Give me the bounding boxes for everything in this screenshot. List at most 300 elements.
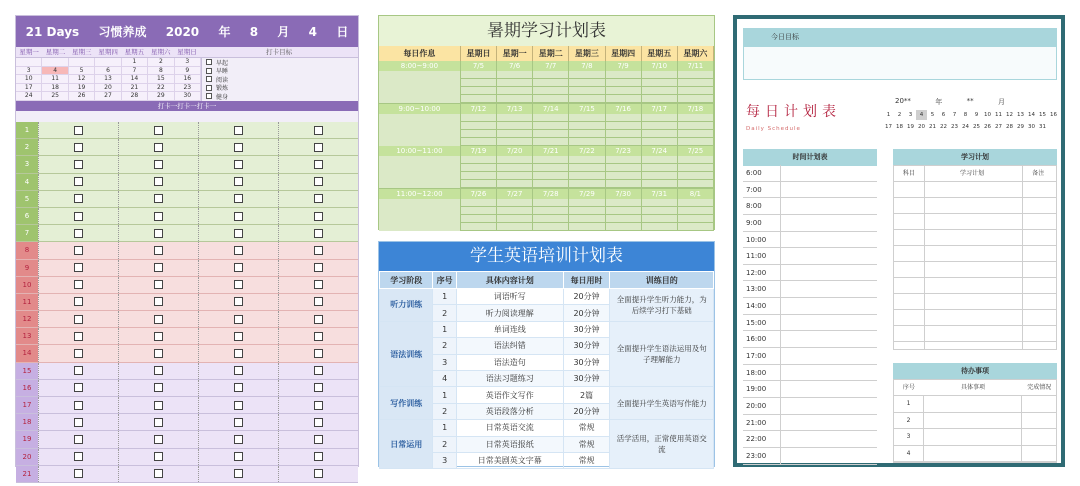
item-time: 常规 bbox=[563, 436, 610, 452]
checkin-checkbox[interactable] bbox=[74, 246, 83, 255]
habit-subtitle: 习惯养成 bbox=[98, 25, 147, 39]
day-number: 5 bbox=[16, 191, 38, 207]
checkin-checkbox[interactable] bbox=[154, 212, 163, 221]
plan-cell[interactable] bbox=[533, 199, 569, 231]
checkin-cell bbox=[118, 466, 198, 482]
checkin-checkbox[interactable] bbox=[314, 126, 323, 135]
calendar-day: 5 bbox=[69, 67, 95, 76]
checkin-band: 打卡一打卡一打卡一 bbox=[16, 101, 358, 111]
todo-status[interactable] bbox=[1022, 396, 1056, 412]
checkin-checkbox[interactable] bbox=[234, 246, 243, 255]
checkin-checkbox[interactable] bbox=[74, 194, 83, 203]
weekday-label: 星期五 bbox=[124, 48, 145, 56]
habit-item[interactable] bbox=[206, 58, 358, 67]
time-row bbox=[743, 298, 877, 315]
habit-checkbox[interactable] bbox=[206, 68, 212, 74]
training-goal: 活学活用，正常使用英语交流 bbox=[610, 420, 714, 469]
checkin-cell bbox=[38, 414, 118, 430]
checkin-checkbox[interactable] bbox=[234, 366, 243, 375]
checkin-checkbox[interactable] bbox=[314, 452, 323, 461]
habit-calendar bbox=[16, 58, 358, 101]
day-option[interactable]: 17 bbox=[885, 124, 892, 130]
day-option[interactable]: 15 bbox=[1039, 112, 1046, 118]
calendar-day: 30 bbox=[175, 92, 201, 101]
plan-cell[interactable] bbox=[533, 114, 569, 146]
plan-cell[interactable] bbox=[678, 71, 714, 103]
checkin-row bbox=[16, 431, 358, 448]
day-option[interactable]: 22 bbox=[940, 124, 947, 130]
checkin-checkbox[interactable] bbox=[74, 418, 83, 427]
habit-month: 8 bbox=[249, 24, 259, 39]
checkin-checkbox[interactable] bbox=[314, 315, 323, 324]
checkin-checkbox[interactable] bbox=[154, 383, 163, 392]
plan-cell[interactable] bbox=[461, 156, 497, 188]
calendar-day: 11 bbox=[42, 75, 68, 84]
time-label: 21:00 bbox=[743, 415, 781, 431]
checkin-checkbox[interactable] bbox=[234, 143, 243, 152]
checkin-cell bbox=[118, 397, 198, 413]
time-label: 12:00 bbox=[743, 265, 781, 281]
checkin-cell bbox=[278, 431, 358, 447]
checkin-checkbox[interactable] bbox=[234, 435, 243, 444]
checkin-cell bbox=[278, 122, 358, 138]
today-goal-box[interactable] bbox=[743, 46, 1057, 80]
checkin-cell bbox=[278, 311, 358, 327]
plan-cell[interactable] bbox=[461, 71, 497, 103]
weekday-label: 星期一 bbox=[19, 48, 39, 56]
day-option[interactable]: 10 bbox=[984, 112, 991, 118]
checkin-row bbox=[16, 363, 358, 380]
time-row bbox=[743, 315, 877, 332]
checkin-checkbox[interactable] bbox=[314, 160, 323, 169]
item-time: 20分钟 bbox=[563, 403, 610, 419]
plan-cell[interactable] bbox=[497, 71, 533, 103]
column-header: 星期三 bbox=[569, 46, 605, 61]
checkin-cell bbox=[198, 431, 278, 447]
checkin-checkbox[interactable] bbox=[74, 401, 83, 410]
day-number: 8 bbox=[16, 242, 38, 258]
checkin-checkbox[interactable] bbox=[74, 263, 83, 272]
time-block-dates bbox=[379, 189, 714, 199]
checkin-checkbox[interactable] bbox=[154, 126, 163, 135]
checkin-cell bbox=[278, 156, 358, 172]
day-option[interactable]: 18 bbox=[896, 124, 903, 130]
checkin-checkbox[interactable] bbox=[154, 366, 163, 375]
checkin-row bbox=[16, 260, 358, 277]
checkin-checkbox[interactable] bbox=[234, 383, 243, 392]
day-option[interactable]: 19 bbox=[907, 124, 914, 130]
plan-cell[interactable] bbox=[533, 71, 569, 103]
checkin-checkbox[interactable] bbox=[234, 160, 243, 169]
checkin-checkbox[interactable] bbox=[234, 469, 243, 478]
checkin-checkbox[interactable] bbox=[74, 435, 83, 444]
time-block bbox=[379, 104, 714, 147]
checkin-cell bbox=[278, 345, 358, 361]
calendar-day: 14 bbox=[122, 75, 148, 84]
habit-header bbox=[16, 16, 358, 47]
item-content: 语法习题练习 bbox=[456, 370, 563, 386]
checkin-cell bbox=[198, 414, 278, 430]
checkin-checkbox[interactable] bbox=[234, 315, 243, 324]
weekday-label: 星期日 bbox=[177, 48, 197, 56]
date-cell: 7/17 bbox=[642, 104, 678, 114]
checkin-checkbox[interactable] bbox=[74, 383, 83, 392]
checkin-checkbox[interactable] bbox=[314, 143, 323, 152]
checkin-checkbox[interactable] bbox=[234, 452, 243, 461]
checkin-checkbox[interactable] bbox=[314, 194, 323, 203]
plan-cell[interactable] bbox=[569, 71, 605, 103]
habit-checkbox[interactable] bbox=[206, 59, 212, 65]
item-number: 2 bbox=[433, 305, 456, 321]
checkin-checkbox[interactable] bbox=[154, 194, 163, 203]
day-number: 4 bbox=[16, 174, 38, 190]
todo-status[interactable] bbox=[1022, 429, 1056, 445]
plan-cell[interactable] bbox=[642, 156, 678, 188]
calendar-day: 27 bbox=[95, 92, 121, 101]
plan-cell[interactable] bbox=[678, 114, 714, 146]
checkin-checkbox[interactable] bbox=[74, 160, 83, 169]
checkin-checkbox[interactable] bbox=[154, 332, 163, 341]
time-label: 23:00 bbox=[743, 448, 781, 464]
day-option[interactable]: 3 bbox=[908, 112, 913, 118]
todo-item[interactable] bbox=[924, 413, 1022, 429]
day-option[interactable]: 13 bbox=[1017, 112, 1024, 118]
checkin-checkbox[interactable] bbox=[314, 212, 323, 221]
checkin-checkbox[interactable] bbox=[314, 332, 323, 341]
checkin-checkbox[interactable] bbox=[74, 349, 83, 358]
habit-item[interactable] bbox=[206, 84, 358, 93]
plan-cell[interactable] bbox=[497, 156, 533, 188]
day-option[interactable]: 21 bbox=[929, 124, 936, 130]
checkin-checkbox[interactable] bbox=[74, 469, 83, 478]
checkin-checkbox[interactable] bbox=[234, 177, 243, 186]
date-cell: 7/27 bbox=[497, 189, 533, 199]
date-cell: 7/24 bbox=[642, 146, 678, 156]
checkin-cell bbox=[278, 466, 358, 482]
checkin-checkbox[interactable] bbox=[74, 177, 83, 186]
day-option[interactable]: 12 bbox=[1006, 112, 1013, 118]
day-option[interactable]: 4 bbox=[916, 110, 927, 120]
date-cell: 7/8 bbox=[569, 61, 605, 71]
checkin-checkbox[interactable] bbox=[314, 297, 323, 306]
checkin-checkbox[interactable] bbox=[154, 469, 163, 478]
checkin-checkbox[interactable] bbox=[314, 435, 323, 444]
habit-checkbox[interactable] bbox=[206, 93, 212, 99]
item-number: 1 bbox=[433, 289, 456, 305]
checkin-cell bbox=[118, 449, 198, 465]
habit-checkbox[interactable] bbox=[206, 85, 212, 91]
todo-status[interactable] bbox=[1022, 446, 1056, 462]
checkin-checkbox[interactable] bbox=[314, 229, 323, 238]
calendar-day: 1 bbox=[122, 58, 148, 67]
checkin-checkbox[interactable] bbox=[314, 263, 323, 272]
checkin-cell bbox=[278, 191, 358, 207]
calendar-day: 17 bbox=[16, 84, 42, 93]
day-option[interactable]: 7 bbox=[952, 112, 957, 118]
date-cell: 7/22 bbox=[569, 146, 605, 156]
checkin-cell bbox=[118, 328, 198, 344]
checkin-checkbox[interactable] bbox=[234, 418, 243, 427]
checkin-row bbox=[16, 277, 358, 294]
plan-cell[interactable] bbox=[678, 199, 714, 231]
plan-cell[interactable] bbox=[497, 114, 533, 146]
checkin-checkbox[interactable] bbox=[314, 246, 323, 255]
plan-cell[interactable] bbox=[678, 156, 714, 188]
checkin-cell bbox=[38, 139, 118, 155]
checkin-cell bbox=[118, 277, 198, 293]
item-content: 词语听写 bbox=[456, 289, 563, 305]
checkin-cell bbox=[198, 191, 278, 207]
date-cell: 7/30 bbox=[606, 189, 642, 199]
habit-year-unit: 年 bbox=[218, 25, 231, 39]
time-label: 17:00 bbox=[743, 348, 781, 364]
checkin-checkbox[interactable] bbox=[74, 212, 83, 221]
item-content: 日常英语报纸 bbox=[456, 436, 563, 452]
checkin-cell bbox=[118, 294, 198, 310]
calendar-day: 2 bbox=[148, 58, 174, 67]
checkin-checkbox[interactable] bbox=[234, 263, 243, 272]
day-option[interactable]: 11 bbox=[995, 112, 1002, 118]
habit-item[interactable] bbox=[206, 92, 358, 101]
date-cell: 7/28 bbox=[533, 189, 569, 199]
checkin-row bbox=[16, 174, 358, 191]
checkin-checkbox[interactable] bbox=[314, 401, 323, 410]
day-option[interactable]: 9 bbox=[974, 112, 979, 118]
time-row bbox=[743, 348, 877, 365]
daily-month-value: ** bbox=[966, 97, 974, 105]
checkin-rows bbox=[16, 122, 358, 478]
checkin-checkbox[interactable] bbox=[234, 126, 243, 135]
day-option[interactable]: 25 bbox=[973, 124, 980, 130]
day-option[interactable]: 24 bbox=[962, 124, 969, 130]
day-option[interactable]: 30 bbox=[1028, 124, 1035, 130]
todo-item[interactable] bbox=[924, 429, 1022, 445]
checkin-cell bbox=[198, 260, 278, 276]
column-header: 星期五 bbox=[642, 46, 678, 61]
checkin-checkbox[interactable] bbox=[154, 229, 163, 238]
day-option[interactable]: 29 bbox=[1017, 124, 1024, 130]
checkin-checkbox[interactable] bbox=[154, 452, 163, 461]
checkin-checkbox[interactable] bbox=[234, 194, 243, 203]
checkin-cell bbox=[278, 208, 358, 224]
checkin-row bbox=[16, 294, 358, 311]
day-option[interactable]: 14 bbox=[1028, 112, 1035, 118]
calendar-day bbox=[16, 58, 42, 67]
plan-cell[interactable] bbox=[606, 114, 642, 146]
time-row bbox=[743, 331, 877, 348]
english-plan-sheet bbox=[378, 241, 715, 467]
plan-cell[interactable] bbox=[379, 199, 461, 231]
plan-cell[interactable] bbox=[461, 114, 497, 146]
checkin-checkbox[interactable] bbox=[234, 401, 243, 410]
day-option[interactable]: 31 bbox=[1039, 124, 1046, 130]
time-label: 15:00 bbox=[743, 315, 781, 331]
time-block-dates bbox=[379, 61, 714, 71]
checkin-checkbox[interactable] bbox=[314, 177, 323, 186]
checkin-checkbox[interactable] bbox=[154, 143, 163, 152]
time-block bbox=[379, 189, 714, 232]
checkin-row bbox=[16, 156, 358, 173]
training-goal: 全面提升学生听力能力，为后续学习打下基础 bbox=[610, 289, 714, 322]
stage-name: 写作训练 bbox=[380, 387, 433, 420]
todo-status[interactable] bbox=[1022, 413, 1056, 429]
day-option[interactable]: 8 bbox=[963, 112, 968, 118]
day-number: 2 bbox=[16, 139, 38, 155]
daily-plan-title: 每日计划表 bbox=[746, 104, 841, 120]
checkin-checkbox[interactable] bbox=[74, 332, 83, 341]
habit-checkbox[interactable] bbox=[206, 76, 212, 82]
checkin-cell bbox=[38, 328, 118, 344]
checkin-checkbox[interactable] bbox=[74, 452, 83, 461]
calendar-day bbox=[95, 58, 121, 67]
day-option[interactable]: 6 bbox=[941, 112, 946, 118]
checkin-checkbox[interactable] bbox=[234, 280, 243, 289]
day-number: 10 bbox=[16, 277, 38, 293]
checkin-cell bbox=[278, 277, 358, 293]
column-header: 星期四 bbox=[606, 46, 642, 61]
summer-plan-title: 暑期学习计划表 bbox=[379, 16, 714, 46]
todo-number: 2 bbox=[894, 413, 924, 429]
checkin-checkbox[interactable] bbox=[74, 366, 83, 375]
checkin-checkbox[interactable] bbox=[234, 229, 243, 238]
plan-cell[interactable] bbox=[606, 199, 642, 231]
checkin-checkbox[interactable] bbox=[154, 263, 163, 272]
habit-label: 早睡 bbox=[216, 68, 229, 76]
plan-cell[interactable] bbox=[606, 71, 642, 103]
checkin-checkbox[interactable] bbox=[74, 280, 83, 289]
checkin-checkbox[interactable] bbox=[74, 143, 83, 152]
plan-cell[interactable] bbox=[497, 199, 533, 231]
checkin-cell bbox=[118, 345, 198, 361]
todo-columns bbox=[894, 380, 1056, 396]
checkin-checkbox[interactable] bbox=[154, 401, 163, 410]
checkin-checkbox[interactable] bbox=[314, 469, 323, 478]
day-option[interactable]: 1 bbox=[886, 112, 891, 118]
checkin-checkbox[interactable] bbox=[314, 383, 323, 392]
checkin-cell bbox=[278, 242, 358, 258]
checkin-cell bbox=[118, 174, 198, 190]
plan-cell[interactable] bbox=[379, 114, 461, 146]
calendar-day bbox=[69, 58, 95, 67]
checkin-cell bbox=[38, 225, 118, 241]
day-number: 3 bbox=[16, 156, 38, 172]
plan-cell[interactable] bbox=[642, 114, 678, 146]
checkin-checkbox[interactable] bbox=[154, 280, 163, 289]
study-column-header: 学习计划 bbox=[960, 170, 985, 177]
checkin-cell bbox=[278, 174, 358, 190]
checkin-cell bbox=[118, 242, 198, 258]
plan-cell[interactable] bbox=[461, 199, 497, 231]
day-option[interactable]: 23 bbox=[951, 124, 958, 130]
day-option[interactable]: 28 bbox=[1006, 124, 1013, 130]
checkin-row bbox=[16, 208, 358, 225]
checkin-cell bbox=[38, 260, 118, 276]
checkin-checkbox[interactable] bbox=[234, 297, 243, 306]
checkin-checkbox[interactable] bbox=[234, 212, 243, 221]
todo-row bbox=[894, 429, 1056, 446]
checkin-checkbox[interactable] bbox=[234, 332, 243, 341]
checkin-cell bbox=[198, 122, 278, 138]
checkin-checkbox[interactable] bbox=[314, 418, 323, 427]
item-number: 1 bbox=[433, 321, 456, 337]
checkin-checkbox[interactable] bbox=[74, 126, 83, 135]
checkin-checkbox[interactable] bbox=[154, 160, 163, 169]
column-header: 每日作息 bbox=[379, 46, 461, 61]
checkin-checkbox[interactable] bbox=[154, 435, 163, 444]
plan-cell[interactable] bbox=[379, 156, 461, 188]
checkin-checkbox[interactable] bbox=[314, 280, 323, 289]
checkin-checkbox[interactable] bbox=[154, 349, 163, 358]
checkin-checkbox[interactable] bbox=[74, 297, 83, 306]
todo-item[interactable] bbox=[924, 396, 1022, 412]
day-option[interactable]: 16 bbox=[1050, 112, 1057, 118]
habit-label: 阅读 bbox=[216, 76, 229, 84]
checkin-cell bbox=[38, 242, 118, 258]
calendar-day: 22 bbox=[148, 84, 174, 93]
day-option[interactable]: 2 bbox=[897, 112, 902, 118]
day-number: 9 bbox=[16, 260, 38, 276]
day-option[interactable]: 20 bbox=[918, 124, 925, 130]
plan-cell[interactable] bbox=[606, 156, 642, 188]
calendar-day: 19 bbox=[69, 84, 95, 93]
checkin-checkbox[interactable] bbox=[314, 349, 323, 358]
checkin-checkbox[interactable] bbox=[314, 366, 323, 375]
todo-number: 4 bbox=[894, 446, 924, 462]
checkin-checkbox[interactable] bbox=[74, 315, 83, 324]
day-option[interactable]: 26 bbox=[984, 124, 991, 130]
checkin-checkbox[interactable] bbox=[74, 229, 83, 238]
plan-cell[interactable] bbox=[642, 199, 678, 231]
time-row bbox=[743, 215, 877, 232]
checkin-checkbox[interactable] bbox=[234, 349, 243, 358]
habit-item[interactable] bbox=[206, 75, 358, 84]
day-option[interactable]: 27 bbox=[995, 124, 1002, 130]
checkin-row bbox=[16, 380, 358, 397]
day-selector bbox=[883, 110, 1059, 132]
habit-item[interactable] bbox=[206, 67, 358, 76]
plan-cell[interactable] bbox=[533, 156, 569, 188]
plan-cell[interactable] bbox=[379, 71, 461, 103]
checkin-checkbox[interactable] bbox=[154, 297, 163, 306]
checkin-cell bbox=[118, 363, 198, 379]
checkin-cell bbox=[278, 380, 358, 396]
checkin-cell bbox=[278, 449, 358, 465]
day-option[interactable]: 5 bbox=[930, 112, 935, 118]
today-goal-label: 今日目标 bbox=[743, 28, 1057, 46]
checkin-cell bbox=[198, 208, 278, 224]
time-block bbox=[379, 61, 714, 104]
date-cell: 7/15 bbox=[569, 104, 605, 114]
plan-cell[interactable] bbox=[642, 71, 678, 103]
checkin-row bbox=[16, 225, 358, 242]
item-content: 单词连线 bbox=[456, 321, 563, 337]
english-plan-table bbox=[379, 271, 714, 469]
plan-cell[interactable] bbox=[569, 114, 605, 146]
checkin-checkbox[interactable] bbox=[154, 177, 163, 186]
checkin-checkbox[interactable] bbox=[154, 246, 163, 255]
plan-cell[interactable] bbox=[569, 199, 605, 231]
plan-cell[interactable] bbox=[569, 156, 605, 188]
habit-day: 4 bbox=[308, 24, 318, 39]
habit-title: 21 Days bbox=[25, 24, 80, 39]
weekday-header bbox=[16, 47, 358, 58]
checkin-cell bbox=[198, 345, 278, 361]
todo-item[interactable] bbox=[924, 446, 1022, 462]
todo-column-header: 序号 bbox=[902, 384, 915, 391]
checkin-checkbox[interactable] bbox=[154, 315, 163, 324]
todo-column-header: 具体事项 bbox=[961, 384, 986, 391]
checkin-checkbox[interactable] bbox=[154, 418, 163, 427]
